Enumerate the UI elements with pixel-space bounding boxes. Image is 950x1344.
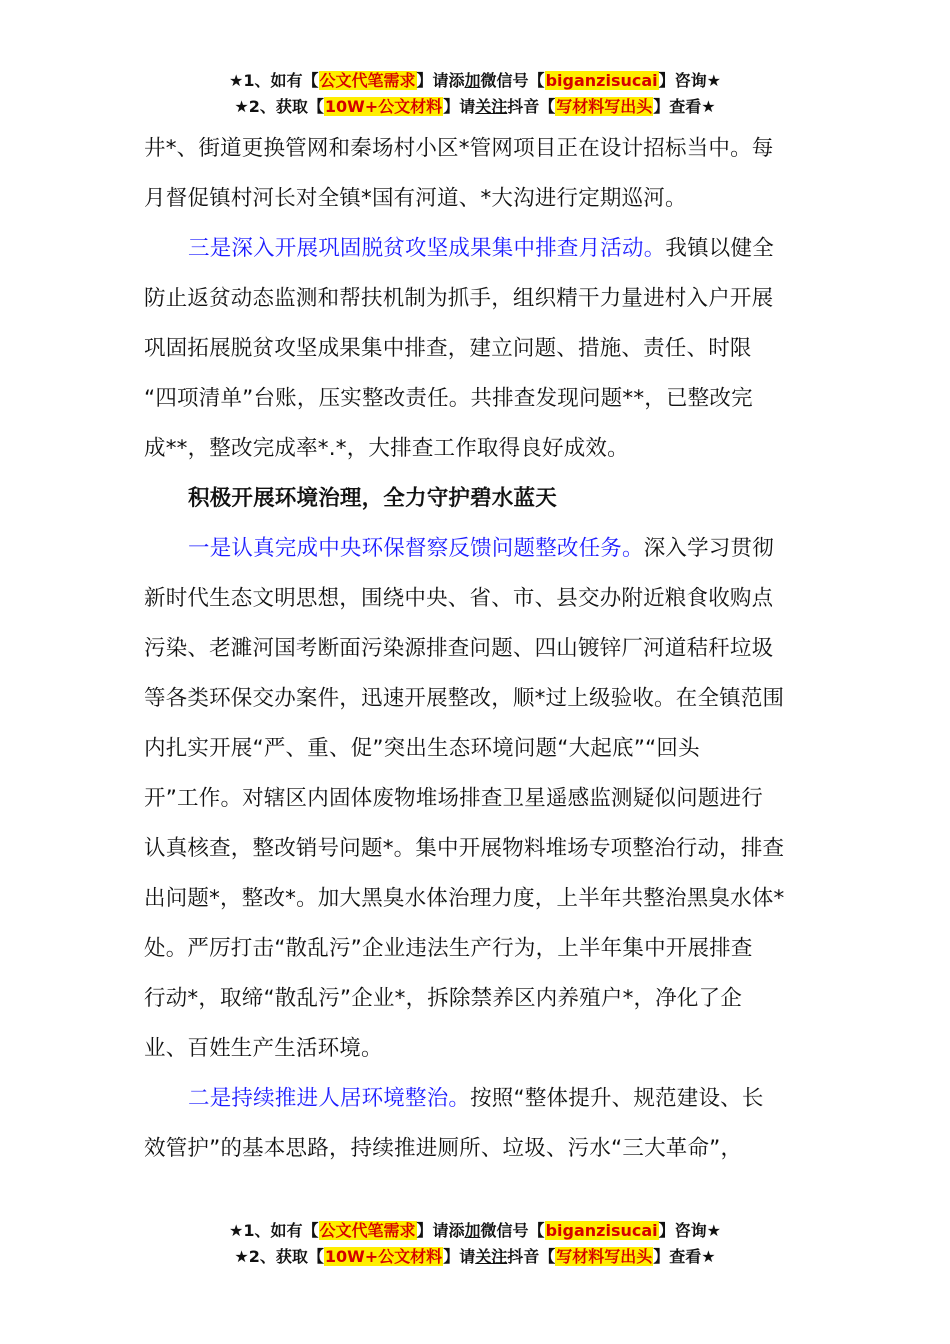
banner-highlight: 写材料写出头: [556, 97, 653, 116]
banner-underline: 加: [464, 71, 481, 90]
banner-text: ★1、如有【: [229, 71, 319, 90]
bottom-banner: [0, 1218, 950, 1270]
body-line: 成**，整改完成率*.*，大排查工作取得良好成效。: [144, 436, 629, 461]
paragraph-lead: 三是深入开展巩固脱贫攻坚成果集中排查月活动。: [188, 236, 666, 261]
banner-highlight: 10W+公文材料: [324, 1247, 443, 1266]
body-line: 行动*，取缔“散乱污”企业*，拆除禁养区内养殖户*，净化了企: [144, 986, 743, 1011]
body-line: 防止返贫动态监测和帮扶机制为抓手，组织精干力量进村入户开展: [144, 286, 774, 311]
banner-text: 】咨询★: [658, 1221, 721, 1240]
paragraph-lead: 二是持续推进人居环境整治。: [188, 1086, 471, 1111]
banner-text: 】查看★: [653, 97, 716, 116]
banner-text: 抖音【: [507, 1247, 556, 1266]
paragraph-text: 我镇以健全: [665, 236, 774, 261]
paragraph-start: [144, 1074, 808, 1124]
section-heading: 积极开展环境治理，全力守护碧水蓝天: [188, 486, 557, 511]
body-line: 认真核查，整改销号问题*。集中开展物料堆场专项整治行动，排查: [144, 836, 785, 861]
banner-text: ★2、获取【: [234, 97, 324, 116]
banner-underline: 关注: [475, 97, 508, 116]
banner-underline: 加: [464, 1221, 481, 1240]
body-line: 效管护”的基本思路，持续推进厕所、垃圾、污水“三大革命”，: [144, 1136, 743, 1161]
body-line: 等各类环保交办案件，迅速开展整改，顺*过上级验收。在全镇范围: [144, 686, 785, 711]
body-line: 污染、老濉河国考断面污染源排查问题、四山镀锌厂河道秸秆垃圾: [144, 636, 774, 661]
body-line: “四项清单”台账，压实整改责任。共排查发现问题**，已整改完: [144, 386, 753, 411]
banner-text: 抖音【: [507, 97, 556, 116]
banner-text: ★2、获取【: [234, 1247, 324, 1266]
banner-line-2: [0, 94, 950, 120]
body-line: 内扎实开展“严、重、促”突出生态环境问题“大起底”“回头: [144, 736, 700, 761]
banner-underline: 关注: [475, 1247, 508, 1266]
body-line: 井*、街道更换管网和秦场村小区*管网项目正在设计招标当中。每: [144, 136, 774, 161]
banner-highlight: biganzisucai: [545, 1221, 658, 1240]
body-line: 巩固拓展脱贫攻坚成果集中排查，建立问题、措施、责任、时限: [144, 336, 752, 361]
banner-highlight: 公文代笔需求: [319, 71, 416, 90]
banner-highlight: biganzisucai: [545, 71, 658, 90]
banner-text: 】请: [443, 1247, 476, 1266]
body-line: 业、百姓生产生活环境。: [144, 1036, 383, 1061]
banner-text: 微信号【: [480, 1221, 545, 1240]
banner-text: ★1、如有【: [229, 1221, 319, 1240]
paragraph-start: [144, 524, 808, 574]
banner-text: 】请: [443, 97, 476, 116]
banner-text: 】请添: [416, 71, 465, 90]
body-line: 处。严厉打击“散乱污”企业违法生产行为，上半年集中开展排查: [144, 936, 753, 961]
banner-text: 】咨询★: [658, 71, 721, 90]
banner-highlight: 10W+公文材料: [324, 97, 443, 116]
banner-line-1: [0, 1218, 950, 1244]
banner-text: 微信号【: [480, 71, 545, 90]
body-line: 月督促镇村河长对全镇*国有河道、*大沟进行定期巡河。: [144, 186, 687, 211]
paragraph-start: [144, 224, 808, 274]
body-line: 出问题*，整改*。加大黑臭水体治理力度，上半年共整治黑臭水体*: [144, 886, 785, 911]
banner-text: 】请添: [416, 1221, 465, 1240]
banner-line-2: [0, 1244, 950, 1270]
paragraph-text: 按照“整体提升、规范建设、长: [470, 1086, 764, 1111]
top-banner: [0, 68, 950, 120]
banner-line-1: [0, 68, 950, 94]
paragraph-lead: 一是认真完成中央环保督察反馈问题整改任务。: [188, 536, 644, 561]
banner-text: 】查看★: [653, 1247, 716, 1266]
paragraph-text: 深入学习贯彻: [643, 536, 774, 561]
document-body: [144, 124, 808, 1174]
body-line: 新时代生态文明思想，围绕中央、省、市、县交办附近粮食收购点: [144, 586, 774, 611]
banner-highlight: 公文代笔需求: [319, 1221, 416, 1240]
body-line: 开”工作。对辖区内固体废物堆场排查卫星遥感监测疑似问题进行: [144, 786, 763, 811]
banner-highlight: 写材料写出头: [556, 1247, 653, 1266]
